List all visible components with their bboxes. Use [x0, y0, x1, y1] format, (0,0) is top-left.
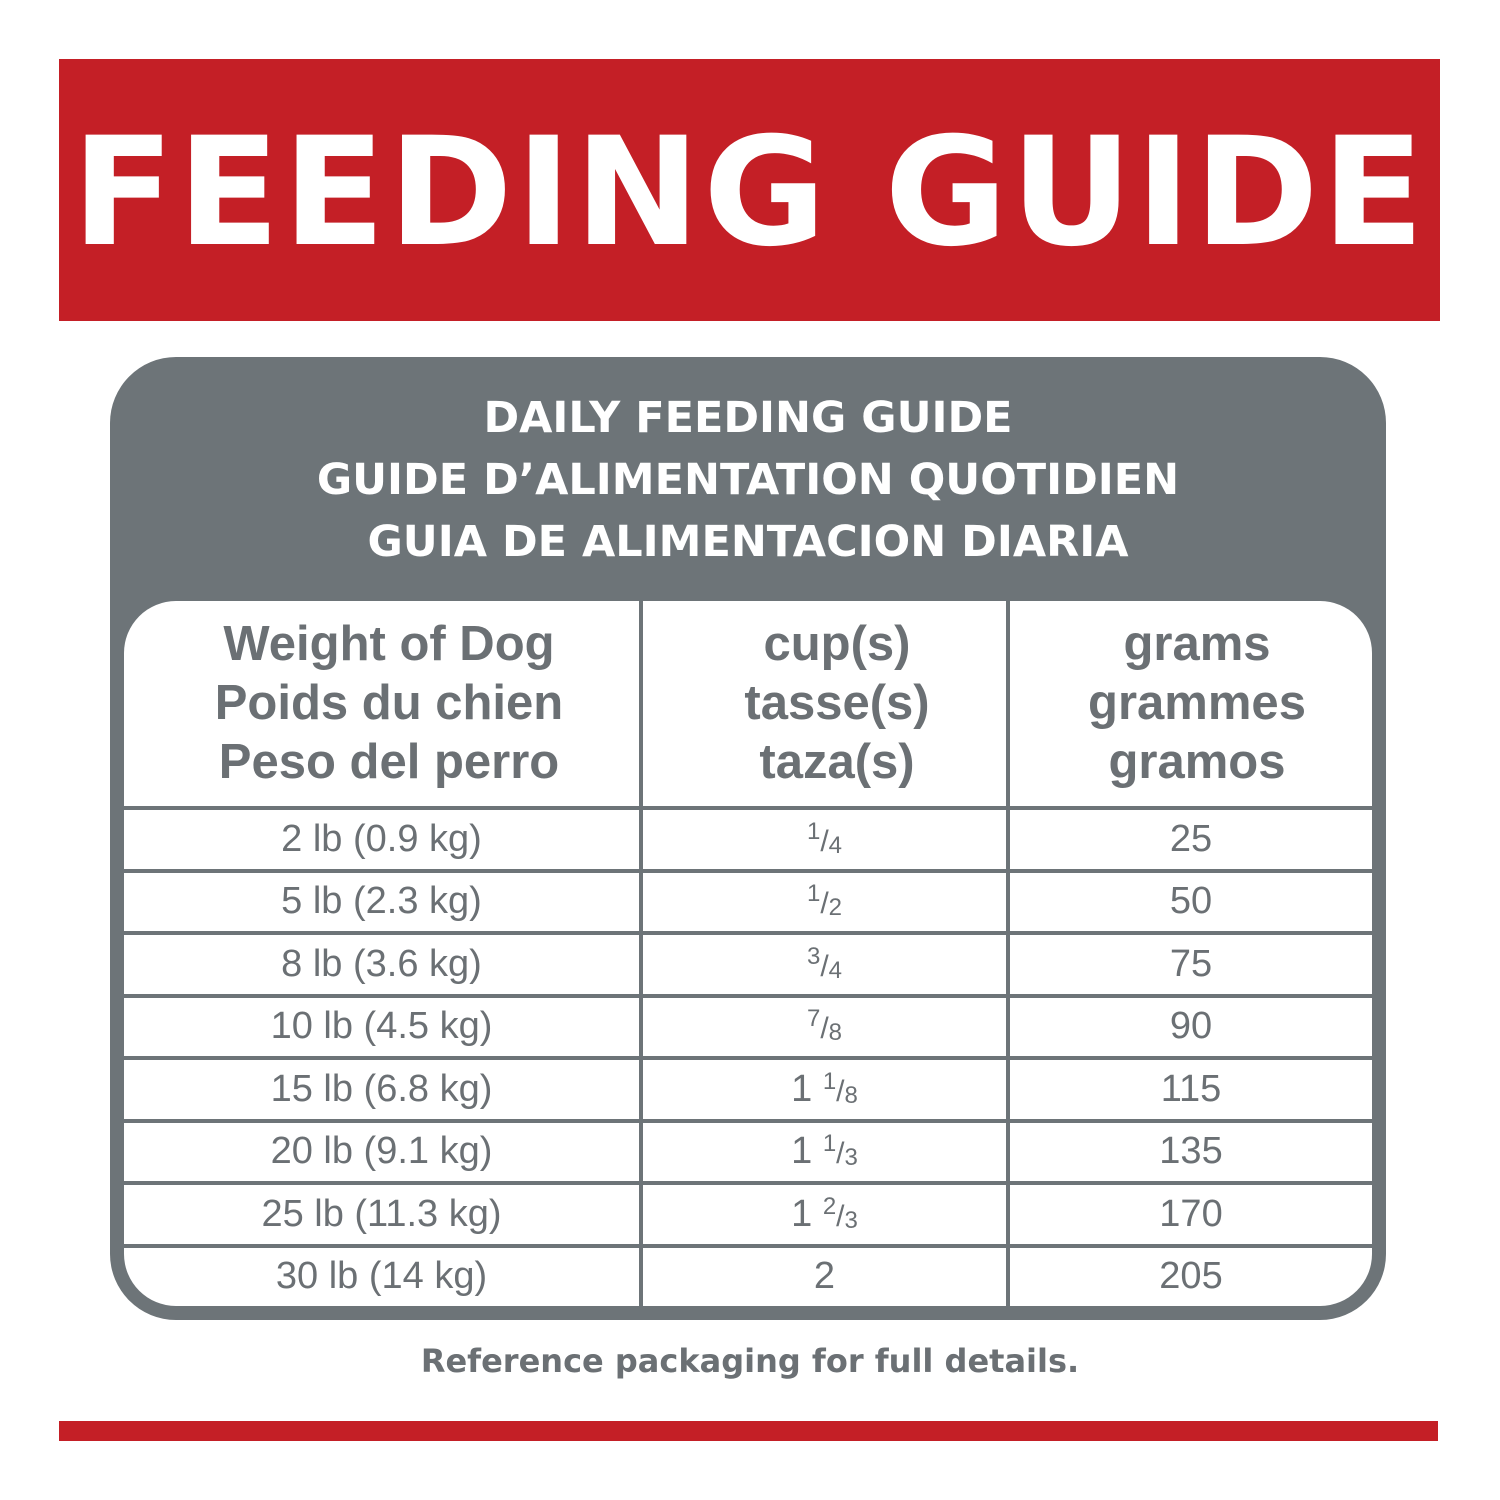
table-header-row [124, 601, 1372, 806]
header-weight-en: Weight of Dog [223, 617, 555, 671]
cups-denominator: 8 [828, 1019, 843, 1046]
table-row [124, 998, 1372, 1056]
header-cups [654, 601, 1020, 806]
header-grams-fr: grammes [1088, 676, 1306, 730]
cell-weight: 2 lb (0.9 kg) [281, 817, 482, 860]
cell-grams: 25 [1169, 817, 1213, 860]
cups-denominator: 4 [828, 831, 843, 859]
fraction-slash: / [836, 1074, 845, 1108]
cell-weight: 8 lb (3.6 kg) [281, 942, 482, 985]
cups-numerator: 7 [806, 1005, 821, 1032]
row-divider [124, 931, 1372, 935]
cell-grams: 205 [1159, 1255, 1223, 1297]
column-divider [1006, 601, 1010, 1306]
cell-grams: 170 [1159, 1192, 1223, 1235]
table-row [124, 1060, 1372, 1118]
cups-numerator: 1 [806, 880, 821, 907]
cups-denominator: 3 [844, 1206, 858, 1234]
header-weight-fr: Poids du chien [214, 676, 564, 730]
cell-cups [643, 1060, 1006, 1118]
cups-denominator: 4 [828, 956, 843, 984]
cell-weight: 5 lb (2.3 kg) [281, 880, 482, 922]
cups-numerator: 1 [822, 1130, 837, 1157]
cups-numerator: 1 [806, 817, 821, 845]
cell-grams: 90 [1169, 1005, 1213, 1047]
table-row [124, 810, 1372, 868]
header-weight [124, 601, 654, 806]
card-titles [110, 387, 1386, 573]
fraction-slash: / [820, 1012, 829, 1045]
cell-cups [643, 873, 1006, 931]
cell-cups [643, 998, 1006, 1056]
header-cups-en: cup(s) [763, 617, 911, 671]
footnote: Reference packaging for full details. [420, 1342, 1080, 1380]
header-grams-es: gramos [1108, 735, 1286, 789]
cups-numerator: 2 [822, 1192, 837, 1220]
card-title-en: DAILY FEEDING GUIDE [483, 393, 1013, 443]
cups-whole: 2 [813, 1255, 836, 1297]
cups-whole: 1 [791, 1130, 823, 1172]
table-row [124, 1123, 1372, 1181]
header-cups-es: taza(s) [759, 735, 915, 789]
cell-weight: 15 lb (6.8 kg) [270, 1067, 493, 1110]
header-cups-fr: tasse(s) [744, 676, 930, 730]
fraction-slash: / [820, 949, 829, 983]
fraction-slash: / [820, 824, 829, 858]
cups-whole: 1 [791, 1067, 823, 1110]
table-row [124, 935, 1372, 993]
cell-cups [643, 1123, 1006, 1181]
cups-numerator: 1 [822, 1067, 837, 1095]
fraction-slash: / [820, 887, 829, 920]
page-title: FEEDING GUIDE [71, 106, 1428, 280]
row-divider [124, 1119, 1372, 1123]
feeding-guide-card [110, 357, 1386, 1320]
cups-whole: 1 [791, 1192, 823, 1235]
cell-cups [643, 810, 1006, 868]
cell-grams: 50 [1169, 880, 1213, 922]
cell-grams: 115 [1160, 1067, 1222, 1110]
row-divider [124, 1244, 1372, 1248]
table-row [124, 1185, 1372, 1243]
cell-cups [643, 1248, 1006, 1306]
cups-denominator: 3 [844, 1144, 858, 1171]
cell-weight: 30 lb (14 kg) [275, 1255, 488, 1297]
cell-cups [643, 935, 1006, 993]
cups-numerator: 3 [806, 942, 821, 970]
feeding-table [124, 601, 1372, 1306]
row-divider [124, 869, 1372, 873]
header-grams-en: grams [1123, 617, 1271, 671]
header-weight-es: Peso del perro [218, 735, 560, 789]
cups-denominator: 8 [844, 1081, 858, 1109]
cell-cups [643, 1185, 1006, 1243]
cell-grams: 75 [1169, 942, 1213, 985]
cups-denominator: 2 [828, 894, 843, 921]
row-divider [124, 1056, 1372, 1060]
cell-grams: 135 [1159, 1130, 1223, 1172]
row-divider [124, 994, 1372, 998]
row-divider [124, 1181, 1372, 1185]
table-row [124, 873, 1372, 931]
table-row [124, 1248, 1372, 1306]
cell-weight: 10 lb (4.5 kg) [270, 1005, 493, 1047]
card-title-fr: GUIDE D’ALIMENTATION QUOTIDIEN [316, 455, 1180, 505]
bottom-accent-bar [59, 1421, 1438, 1441]
card-title-es: GUIA DE ALIMENTACION DIARIA [367, 517, 1129, 567]
header-banner [59, 59, 1440, 321]
header-grams [1022, 601, 1372, 806]
fraction-slash: / [836, 1199, 845, 1233]
cell-weight: 25 lb (11.3 kg) [261, 1192, 502, 1235]
cell-weight: 20 lb (9.1 kg) [270, 1130, 493, 1172]
column-divider [639, 601, 643, 1306]
row-divider [124, 806, 1372, 810]
fraction-slash: / [836, 1137, 845, 1170]
